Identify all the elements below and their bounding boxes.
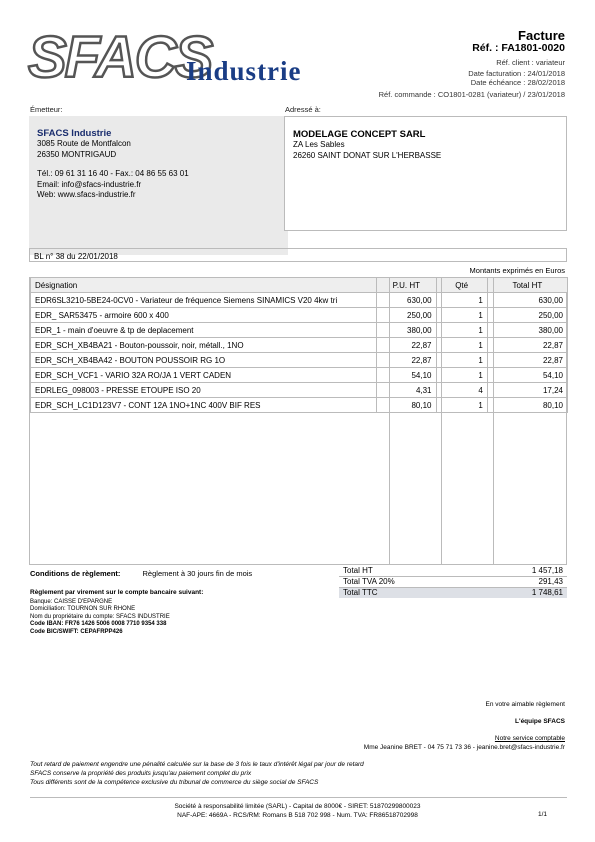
cell-quantity: 1 [436, 293, 487, 308]
client-ref: Réf. client : variateur [496, 58, 565, 67]
table-row [31, 353, 568, 368]
cell-designation: EDRLEG_098003 - PRESSE ETOUPE ISO 20 [31, 383, 377, 398]
cell-quantity: 1 [436, 323, 487, 338]
signature-contact: Mme Jeanine BRET - 04 75 71 73 36 - jeanine.bret@sfacs-industrie.fr [363, 744, 565, 751]
signature-service: Notre service comptable [494, 735, 565, 742]
bank-bic: Code BIC/SWIFT: CEPAFRPP426 [30, 628, 123, 635]
bank-name: Banque: CAISSE D'EPARGNE [30, 598, 113, 605]
cell-quantity: 1 [436, 308, 487, 323]
cell-total: 17,24 [487, 383, 567, 398]
cell-designation: EDR_ SAR53475 - armoire 600 x 400 [31, 308, 377, 323]
cell-designation: EDR_1 - main d'oeuvre & tp de deplacement [31, 323, 377, 338]
cell-total: 80,10 [487, 398, 567, 413]
sender-web: Web: www.sfacs-industrie.fr [37, 190, 136, 199]
total-ht-label: Total HT [343, 566, 373, 575]
signature-greeting: En votre aimable règlement [485, 701, 565, 708]
legal-note: Tout retard de paiement engendre une pénalité calculée sur la base de 3 fois le taux d'intérêt légal par jour de retard [30, 761, 364, 768]
total-tva-label: Total TVA 20% [343, 577, 395, 586]
items-table [30, 277, 568, 413]
recipient-box [284, 116, 567, 231]
cell-unit-price: 380,00 [377, 323, 436, 338]
cell-unit-price: 54,10 [377, 368, 436, 383]
table-row [31, 308, 568, 323]
table-row [31, 293, 568, 308]
sender-box [29, 116, 288, 255]
col-unit-price: P.U. HT [377, 278, 436, 293]
legal-notes [30, 760, 364, 787]
cell-quantity: 1 [436, 368, 487, 383]
footer-divider [30, 797, 567, 798]
col-quantity: Qté [436, 278, 487, 293]
footer-line2: NAF-APE: 4669A - RCS/RM: Romans B 518 702 998 - Num. TVA: FR86518702998 [177, 812, 418, 819]
cell-quantity: 1 [436, 353, 487, 368]
sender-label: Émetteur: [30, 105, 63, 114]
legal-note: Tous différents sont de la compétence exclusive du tribunal de commerce du siège social de SFACS [30, 779, 319, 786]
cell-quantity: 1 [436, 398, 487, 413]
table-row [31, 323, 568, 338]
table-header-row [31, 278, 568, 293]
legal-note: SFACS conserve la propriété des produits jusqu'au paiement complet du prix [30, 770, 252, 777]
sender-name: SFACS Industrie [37, 128, 112, 139]
cell-designation: EDR_SCH_XB4BA42 - BOUTON POUSSOIR RG 1O [31, 353, 377, 368]
recipient-label: Adressé à: [285, 105, 321, 114]
invoice-title: Facture [518, 28, 565, 43]
currency-note: Montants exprimés en Euros [469, 266, 565, 275]
total-ttc-row [339, 587, 567, 598]
cell-quantity: 4 [436, 383, 487, 398]
invoice-date: Date facturation : 24/01/2018 [468, 69, 565, 78]
invoice-ref: Réf. : FA1801-0020 [472, 42, 565, 54]
bank-owner: Nom du propriétaire du compte: SFACS INDUSTRIE [30, 613, 170, 620]
sender-address-line1: 3085 Route de Montfalcon [37, 139, 131, 148]
col-designation: Désignation [31, 278, 377, 293]
cell-total: 22,87 [487, 338, 567, 353]
cell-total: 380,00 [487, 323, 567, 338]
cell-designation: EDR_SCH_LC1D123V7 - CONT 12A 1NO+1NC 400V BIF RES [31, 398, 377, 413]
cell-unit-price: 250,00 [377, 308, 436, 323]
logo-industrie-text: Industrie [186, 56, 302, 86]
total-ht-row [339, 566, 567, 576]
cell-designation: EDR6SL3210-5BE24-0CV0 - Variateur de fréquence Siemens SINAMICS V20 4kw tri [31, 293, 377, 308]
table-row [31, 383, 568, 398]
table-row [31, 338, 568, 353]
cell-unit-price: 22,87 [377, 338, 436, 353]
page-number: 1/1 [537, 811, 547, 818]
payment-conditions-value: Règlement à 30 jours fin de mois [142, 569, 253, 578]
payment-conditions [30, 569, 252, 578]
cell-total: 630,00 [487, 293, 567, 308]
table-row [31, 398, 568, 413]
bank-iban: Code IBAN: FR76 1426 5006 0008 7710 9354 338 [30, 621, 167, 627]
cell-designation: EDR_SCH_XB4BA21 - Bouton-poussoir, noir, métall., 1NO [31, 338, 377, 353]
items-table-frame [29, 277, 567, 565]
bank-domiciliation: Domiciliation: TOURNON SUR RHONE [30, 606, 136, 612]
cell-unit-price: 630,00 [377, 293, 436, 308]
cell-quantity: 1 [436, 338, 487, 353]
total-ht-value: 1 457,18 [531, 566, 563, 575]
recipient-address-line2: 26260 SAINT DONAT SUR L'HERBASSE [293, 150, 442, 160]
bank-details [30, 589, 330, 636]
footer [0, 802, 595, 820]
delivery-note-text: BL n° 38 du 22/01/2018 [34, 252, 118, 261]
recipient-name: MODELAGE CONCEPT SARL [293, 129, 426, 140]
company-logo [28, 25, 318, 98]
totals-block [339, 566, 567, 598]
due-date: Date échéance : 28/02/2018 [470, 78, 565, 87]
recipient-address-line1: ZA Les Sables [293, 140, 345, 149]
cell-unit-price: 22,87 [377, 353, 436, 368]
cell-total: 250,00 [487, 308, 567, 323]
table-row [31, 368, 568, 383]
delivery-note-bar [29, 248, 567, 262]
total-ttc-value: 1 748,61 [531, 588, 563, 597]
total-ttc-label: Total TTC [343, 588, 378, 597]
cell-unit-price: 80,10 [377, 398, 436, 413]
footer-line1: Société à responsabilité limitée (SARL) - Capital de 8000€ - SIRET: 51870299800023 [174, 803, 421, 810]
cell-designation: EDR_SCH_VCF1 - VARIO 32A RO/JA 1 VERT CADEN [31, 368, 377, 383]
sender-email: Email: info@sfacs-industrie.fr [37, 179, 142, 189]
sender-address-line2: 26350 MONTRIGAUD [37, 149, 117, 159]
cell-unit-price: 4,31 [377, 383, 436, 398]
signature-team: L'équipe SFACS [515, 718, 565, 725]
order-ref: Réf. commande : CO1801-0281 (variateur) / 23/01/2018 [378, 90, 565, 99]
sender-phone: Tél.: 09 61 31 16 40 - Fax.: 04 86 55 63 01 [37, 169, 189, 178]
total-tva-value: 291,43 [538, 577, 563, 586]
col-total: Total HT [487, 278, 567, 293]
payment-conditions-label: Conditions de règlement: [30, 569, 121, 578]
cell-total: 54,10 [487, 368, 567, 383]
cell-total: 22,87 [487, 353, 567, 368]
total-tva-row [339, 576, 567, 587]
logo-sfacs-text: SFACS [28, 25, 212, 90]
bank-heading: Règlement par virement sur le compte bancaire suivant: [30, 589, 204, 596]
